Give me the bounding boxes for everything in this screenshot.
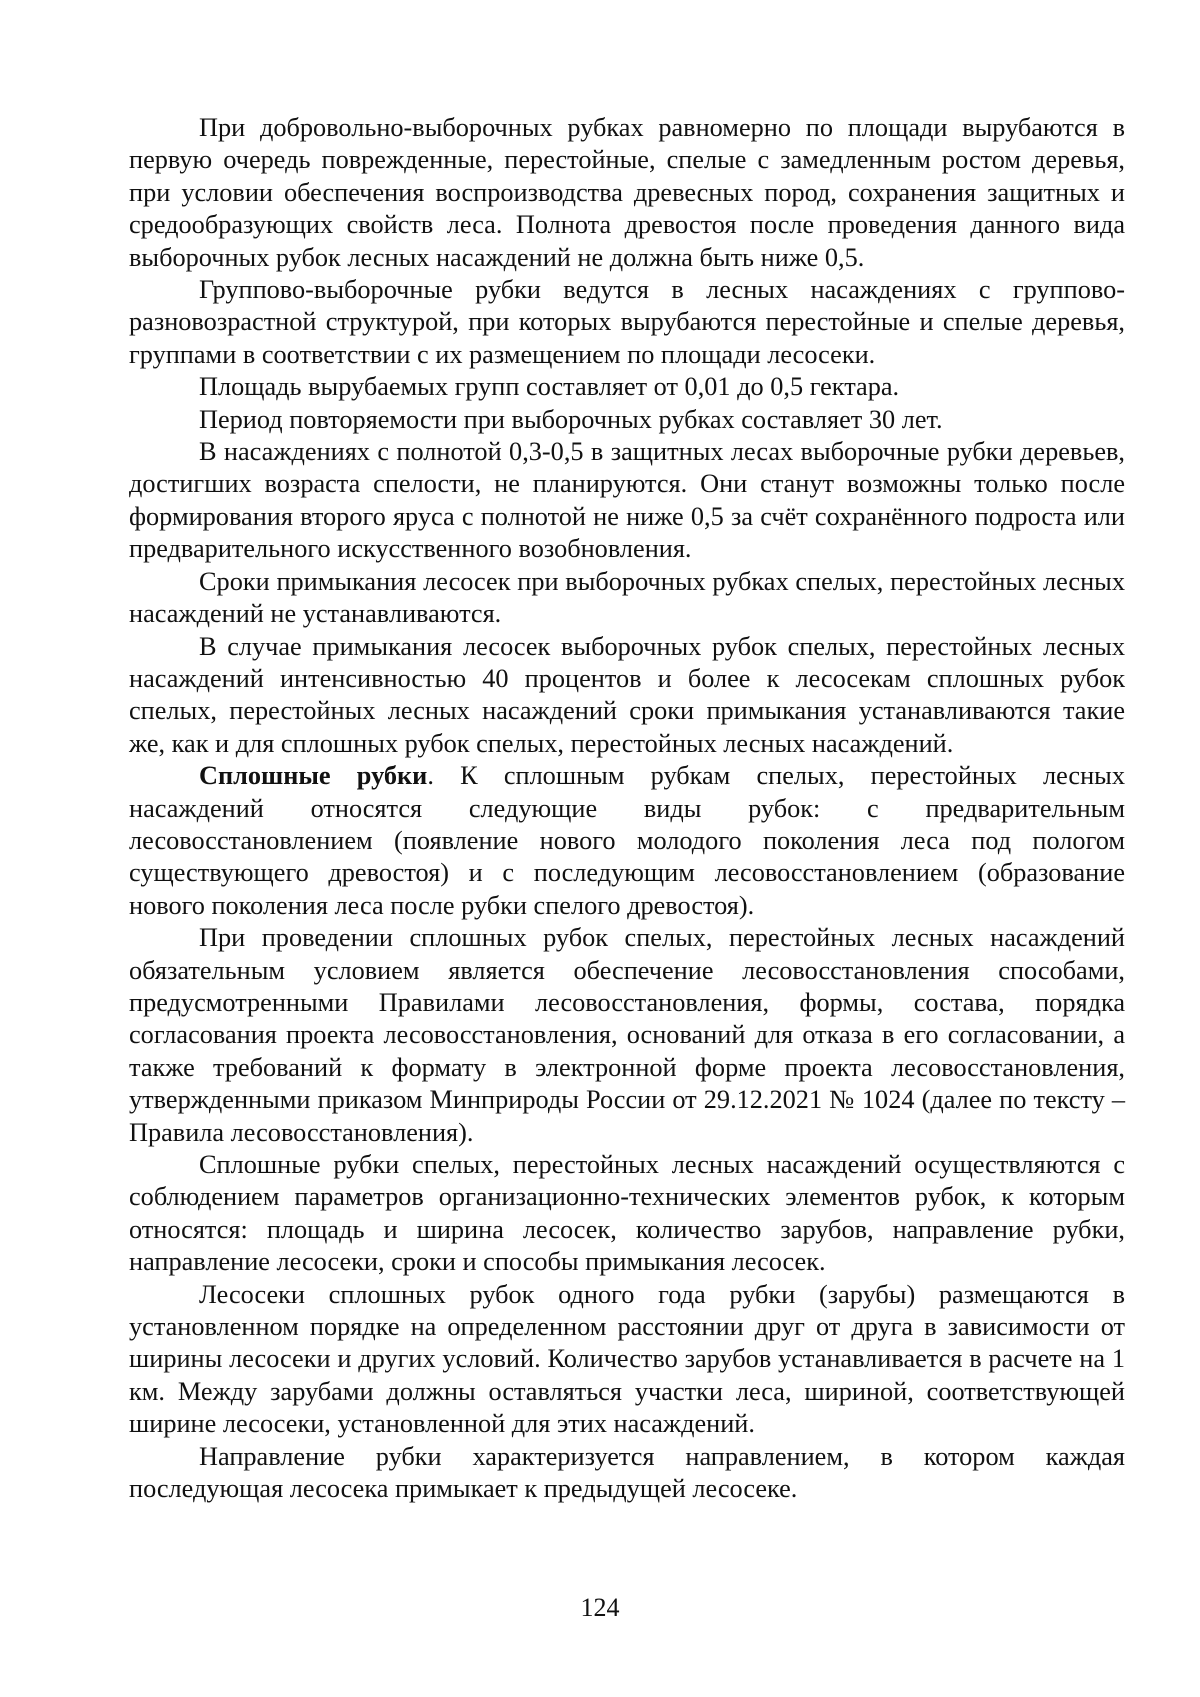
clearcut-heading: Сплошные рубки (199, 761, 428, 791)
paragraph-group-area: Площадь вырубаемых групп составляет от 0,01 до 0,5 гектара. (199, 372, 900, 402)
paragraph-cutting-areas: Лесосеки сплошных рубок одного года рубки (зарубы) размещаются в установленном порядке на определенном расстоянии друг от друга в зависимости от ширины лесосеки и других условий. Количество зарубов устанавливается в расчете на 1 км. Между зарубами должны оставляться участки леса, шириной, соответствующей ширине лесосеки, установленной для этих насаждений. (129, 1279, 1125, 1439)
paragraph-clearcut (129, 760, 1125, 922)
clearcut-text: . К сплошным рубкам спелых, перестойных лесных насаждений относятся следующие виды рубок: с предварительным лесовосстановлением (появление нового молодого поколения леса под пологом существующего древостоя) и с последующим лесовосстановлением (образование нового поколения леса после рубки спелого древостоя). (129, 761, 1125, 920)
paragraph-cutting-direction: Направление рубки характеризуется направлением, в котором каждая последующая лесосека примыкает к предыдущей лесосеке. (129, 1441, 1125, 1504)
paragraph-clearcut-parameters: Сплошные рубки спелых, перестойных лесных насаждений осуществляются с соблюдением параметров организационно-технических элементов рубок, к которым относятся: площадь и ширина лесосек, количество зарубов, направление рубки, направление лесосеки, сроки и способы примыкания лесосек. (129, 1150, 1125, 1277)
paragraph-density-protective: В насаждениях с полнотой 0,3-0,5 в защитных лесах выборочные рубки деревьев, достигших возраста спелости, не планируются. Они станут возможны только после формирования второго яруса с полнотой не ниже 0,5 за счёт сохранённого подроста или предварительного искусственного возобновления. (129, 437, 1125, 564)
paragraph-selective-voluntary: При добровольно-выборочных рубках равномерно по площади вырубаются в первую очередь поврежденные, перестойные, спелые с замедленным ростом деревья, при условии обеспечения воспроизводства древесных пород, сохранения защитных и средообразующих свойств леса. Полнота древостоя после проведения данного вида выборочных рубок лесных насаждений не должна быть ниже 0,5. (129, 113, 1125, 272)
paragraph-reforestation-rules: При проведении сплошных рубок спелых, перестойных лесных насаждений обязательным условием является обеспечение лесовосстановления способами, предусмотренными Правилами лесовосстановления, формы, состава, порядка согласования проекта лесовосстановления, оснований для отказа в его согласовании, а также требований к формату в электронной форме проекта лесовосстановления, утвержденными приказом Минприроды России от 29.12.2021 № 1024 (далее по тексту – Правила лесовосстановления). (129, 923, 1125, 1147)
document-page-body (129, 112, 1125, 1505)
paragraph-adjacency-case: В случае примыкания лесосек выборочных рубок спелых, перестойных лесных насаждений интенсивностью 40 процентов и более к лесосекам сплошных рубок спелых, перестойных лесных насаждений сроки примыкания устанавливаются такие же, как и для сплошных рубок спелых, перестойных лесных насаждений. (129, 631, 1125, 758)
paragraph-group-selective: Группово-выборочные рубки ведутся в лесных насаждениях с группово-разновозрастной структурой, при которых вырубаются перестойные и спелые деревья, группами в соответствии с их размещением по площади лесосеки. (129, 275, 1125, 369)
paragraph-repeat-period: Период повторяемости при выборочных рубках составляет 30 лет. (199, 404, 943, 434)
page-number: 124 (580, 1593, 620, 1622)
paragraph-adjacency-terms: Сроки примыкания лесосек при выборочных рубках спелых, перестойных лесных насаждений не устанавливаются. (129, 566, 1125, 629)
